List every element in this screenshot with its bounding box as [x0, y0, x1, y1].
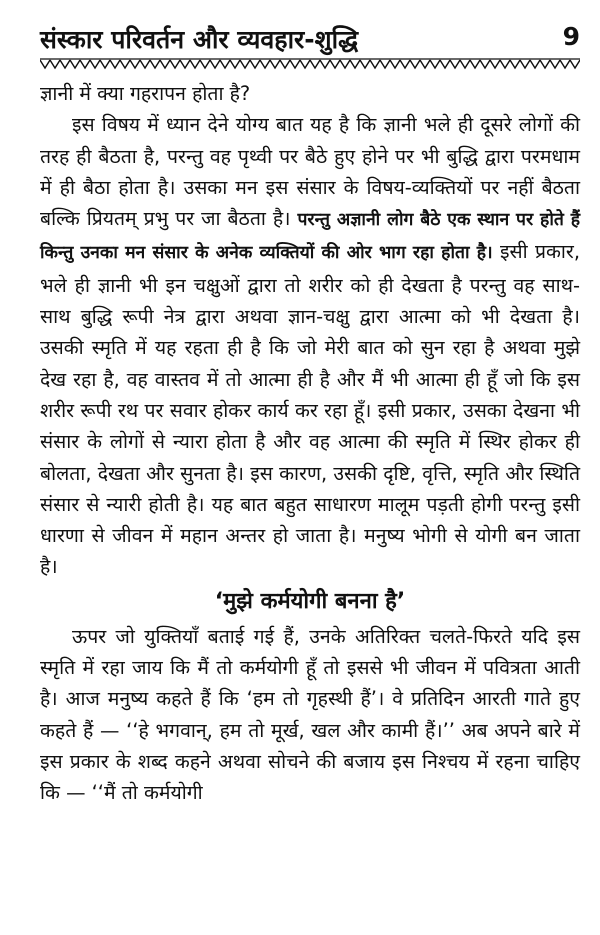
paragraph-main — [40, 109, 580, 582]
running-title: संस्कार परिवर्तन और व्यवहार-शुद्धि — [40, 25, 359, 54]
page-header — [40, 22, 580, 56]
decorative-border — [40, 58, 580, 70]
page-content — [40, 78, 580, 809]
paragraph-main-text: इस विषय में ध्यान देने योग्य बात यह है कि ज्ञानी भले ही दूसरे लोगों की तरह ही बैठता है, परन्तु वह पृथ्वी पर बैठे हुए होने पर भी बुद्धि द्वारा परमधाम में ही बैठा होता है। उसका मन इस संसार के विषय-व्यक्तियों पर नहीं बैठता बल्कि प्रियतम् प्रभु पर जा बैठता है। — [40, 113, 580, 231]
paragraph-main-continuation: इसी प्रकार, भले ही ज्ञानी भी इन चक्षुओं द्वारा तो शरीर को ही देखता है परन्तु वह साथ-साथ बुद्धि रूपी नेत्र द्वारा अथवा ज्ञान-चक्षु द्वारा आत्मा को भी देखता है। उसकी स्मृति में यह रहता ही है कि जो मेरी बात को सुन रहा है अथवा मुझे देख रहा है, वह वास्तव में तो आत्मा ही है और मैं भी आत्मा ही हूँ जो कि इस शरीर रूपी रथ पर सवार होकर कार्य कर रहा हूँ। इसी प्रकार, उसका देखना भी संसार के लोगों से न्यारा होता है और वह आत्मा की स्मृति में स्थिर होकर ही बोलता, देखता और सुनता है। इस कारण, उसकी दृष्टि, वृत्ति, स्मृति और स्थिति संसार से न्यारी होती है। यह बात बहुत साधारण मालूम पड़ती होगी परन्तु इसी धारणा से जीवन में महान अन्तर हो जाता है। मनुष्य भोगी से योगी बन जाता है। — [40, 240, 580, 579]
paragraph-karmayogi: ऊपर जो युक्तियाँ बताई गई हैं, उनके अतिरिक्त चलते-फिरते यदि इस स्मृति में रहा जाय कि मैं तो कर्मयोगी हूँ तो इससे भी जीवन में पवित्रता आती है। आज मनुष्य कहते हैं कि ‘हम तो गृहस्थी हैं’। वे प्रतिदिन आरती गाते हुए कहते हैं — ‘‘हे भगवान्, हम तो मूर्ख, खल और कामी हैं।’’ अब अपने बारे में इस प्रकार के शब्द कहने अथवा सोचने की बजाय इस निश्चय में रहना चाहिए कि — ‘‘मैं तो कर्मयोगी — [40, 624, 581, 805]
section-heading: ‘मुझे कर्मयोगी बनना है’ — [214, 588, 406, 614]
paragraph-question: ज्ञानी में क्या गहरापन होता है? — [40, 82, 251, 105]
emphasized-text: परन्तु अज्ञानी लोग बैठे एक स्थान पर होते हैं किन्तु उनका मन संसार के अनेक व्यक्तियों की ओर भाग रहा होता है। — [40, 210, 581, 264]
page-number: 9 — [562, 22, 580, 51]
